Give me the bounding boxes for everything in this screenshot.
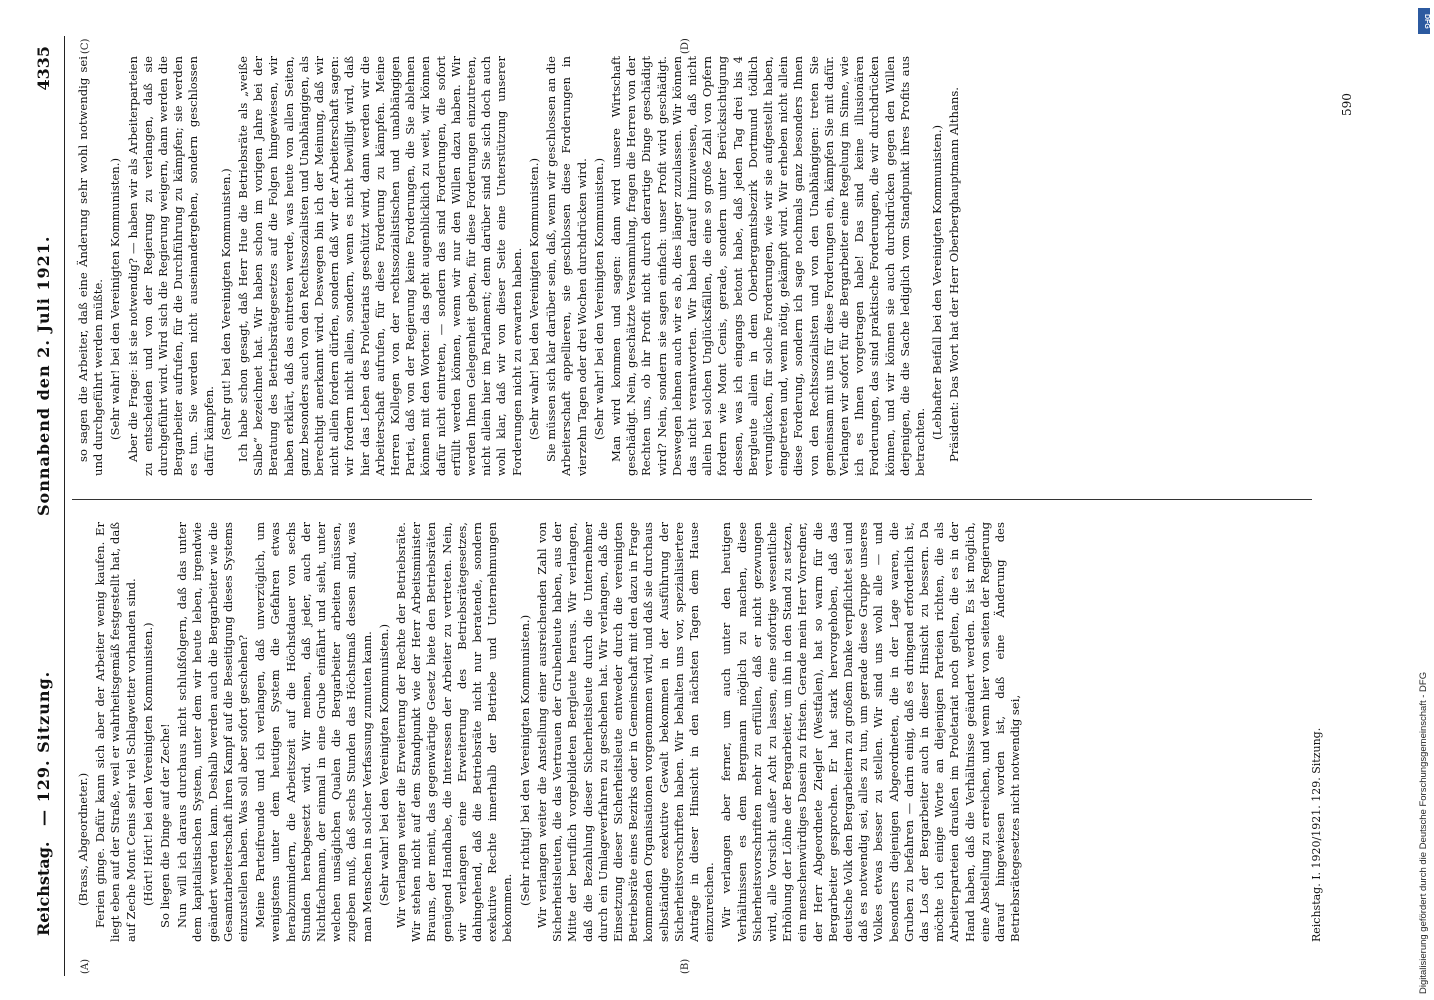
interjection: (Sehr wahr! bei den Vereinigten Kommunisten.) (526, 158, 541, 440)
president-statement: Präsident: Das Wort hat der Herr Oberberghauptmann Althans. (947, 87, 962, 462)
left-column (76, 522, 1296, 942)
header-left: Reichstag. (34, 841, 53, 936)
dfg-funding-text: Digitalisierung gefördert durch die Deutsche Forschungsgemeinschaft - DFG (1418, 671, 1429, 994)
paragraph: so sagen die Arbeiter, daß eine Änderung sehr wohl notwendig sei und durchgeführt werden müßte. (76, 56, 106, 476)
header-center: — 129. Sitzung. (34, 670, 53, 826)
paragraph: (Brass, Abgeordneter.) (76, 772, 90, 906)
paragraph: Sie müssen sich klar darüber sein, daß, wenn wir geschlossen an die Arbeiterschaft appellieren, sie geschlossen diese Forderungen in vierzehn Tagen oder drei Wochen durchdrücken wird. (544, 56, 589, 476)
interjection: (Sehr wahr! bei den Vereinigten Kommunisten.) (591, 158, 606, 440)
page-header (20, 36, 65, 976)
page-number: 4335 (34, 46, 53, 91)
paragraph: Wir verlangen aber ferner, um auch unter den heutigen Verhältnissen es dem Bergmann möglich zu machen, diese Sicherheitsvorschriften mehr zu erfüllen, daß er nicht gezwungen wird, alle Vorsicht außer Acht zu lassen, eine sofortige wesentliche Erhöhung der Löhne der Bergarbeiter, um ihn in den Stand zu setzen, ein menschenwürdiges Dasein zu fristen. Gerade mein Herr Vorredner, der Herr Abgeordnete Ziegler (Westfalen), hat so warm für die Bergarbeiter gesprochen. Er hat stark hervorgehoben, daß das deutsche Volk den Bergarbeitern zu großem Danke verpflichtet sei und daß es notwendig sei, alles zu tun, um gerade diese Gruppe unseres Volkes etwas besser zu stellen. Wir sind uns wohl alle — und besonders diejenigen Abgeordneten, die in der Lage waren, die Gruben zu befahren — darin einig, daß es dringend erforderlich ist, das Los der Bergarbeiter auch in dieser Hinsicht zu bessern. Da möchte ich einige Worte an diejenigen Parteien richten, die als Arbeiterparteien draußen im Proletariat noch gelten, die es in der Hand haben, daß die Verhältnisse geändert werden. Es ist möglich, eine Abstellung zu erreichen, und wenn hier von seiten der Regierung darauf hingewiesen worden ist, daß eine Änderung des Betriebsrätegesetzes nicht notwendig sei, (719, 522, 1023, 942)
interjection: (Lebhafter Beifall bei den Vereinigten Kommunisten.) (930, 124, 945, 440)
right-column (76, 56, 1296, 476)
interjection: (Hört! Hört! bei den Vereinigten Kommunisten.) (140, 622, 155, 906)
paragraph: Meine Parteifreunde und ich verlangen, daß unverzüglich, um wenigstens unter dem heutigen System die Gefahren etwas herabzumindern, die Arbeitszeit auf die Höchstdauer von sechs Stunden herabgesetzt wird. Wir meinen, daß jeder, auch der Nichtfachmann, der einmal in eine Grube einfährt und sieht, unter welchen unsäglichen Qualen die Bergarbeiter arbeiten müssen, zugeben muß, daß sechs Stunden das Höchstmaß dessen sind, was man Menschen in solcher Verfassung zumuten kann. (253, 522, 374, 942)
margin-mark-c: (C) (80, 38, 91, 54)
column-divider (72, 499, 1312, 500)
interjection: (Sehr wahr! bei den Vereinigten Kommunisten.) (376, 624, 391, 906)
header-right: Sonnabend den 2. Juli 1921. (34, 235, 53, 516)
interjection: (Sehr richtig! bei den Vereinigten Kommunisten.) (517, 614, 532, 906)
interjection: (Sehr wahr! bei den Vereinigten Kommunisten.) (108, 158, 123, 440)
paragraph: Wir verlangen weiter die Erweiterung der Rechte der Betriebsräte. Wir stehen nicht auf dem Standpunkt wie der Herr Arbeitsminister Brauns, der meint, das gegenwärtige Gesetz biete den Betriebsräten genügend Handhabe, die Interessen der Arbeiter zu vertreten. Nein, wir verlangen eine Erweiterung des Betriebsrätegesetzes, dahingehend, daß die Betriebsräte nicht nur beratende, sondern exekutive Rechte innerhalb der Betriebe und Unternehmungen bekommen. (394, 522, 515, 942)
dfg-side-note (1416, 4, 1432, 994)
paragraph: Wir verlangen weiter die Anstellung einer ausreichenden Zahl von Sicherheitsleuten, die das Vertrauen der Grubenleute haben, aus der Mitte der beruflich vorgebildeten Bergleute heraus. Wir verlangen, daß die Bezahlung dieser Sicherheitsleute durch die Unternehmer durch ein Umlageverfahren zu geschehen hat. Wir verlangen, daß die Einsetzung dieser Sicherheitsleute entweder durch die vereinigten Betriebsräte eines Bezirks oder in Gemeinschaft mit den dazu in Frage kommenden Organisationen vorgenommen wird, und daß sie durchaus selbständige exekutive Gewalt bekommen in der Ausführung der Sicherheitsvorschriften haben. Wir behalten uns vor, spezialisiertere Anträge in dieser Hinsicht in den nächsten Tagen dem Hause einzureichen. (534, 522, 717, 942)
footer-signature: Reichstag. I. 1920/1921. 129. Sitzung. (1310, 727, 1323, 942)
paragraph: Aber die Frage: ist sie notwendig? — haben wir als Arbeiterparteien zu entscheiden und von der Regierung zu verlangen, daß sie durchgeführt wird. Wird sich die Regierung weigern, dann werden die Bergarbeiter aufrufen, für die Durchführung zu kämpfen; sie werden es tun. Sie werden nicht auseinandergehen, sondern geschlossen dafür kämpfen. (125, 56, 216, 476)
paragraph: Ich habe schon gesagt, daß Herr Hue die Betriebsräte als „weiße Salbe“ bezeichnet hat. Wir haben schon im vorigen Jahre bei der Beratung des Betriebsrätegesetzes auf die Folgen hingewiesen, wir haben erklärt, daß das eintreten werde, was heute von allen Seiten, ganz besonders auch von den Rechtssozialisten und Unabhängigen, als berechtigt anerkannt wird. Deswegen bin ich der Meinung, daß wir nicht allein fordern dürfen, sondern daß wir der Arbeiterschaft sagen: wir fordern nicht allein, sondern, wenn es nicht bewilligt wird, daß hier das Leben des Proletariats geschützt wird, dann werden wir die Arbeiterschaft aufrufen, für diese Forderung zu kämpfen. Meine Herren Kollegen von der rechtssozialistischen und unabhängigen Partei, daß von der Regierung keine Forderungen, die Sie ablehnen können mit den Worten: das geht augenblicklich zu weit, wir können dafür nicht eintreten, — sondern das sind Forderungen, die sofort erfüllt werden können, wenn wir nur den Willen dazu haben. Wir werden Ihnen Gelegenheit geben, für diese Forderungen einzutreten, nicht allein hier im Parlament; denn darüber sind Sie sich doch auch wohl klar, daß wir von dieser Seite eine Unterstützung unserer Forderungen nicht zu erwarten haben. (236, 56, 524, 476)
margin-mark-a: (A) (80, 958, 91, 974)
paragraph: Nun will ich daraus durchaus nicht schlußfolgern, daß das unter dem kapitalistischen System, unter dem wir heute leben, irgendwie geändert werden kann. Deshalb werden auch die Bergarbeiter wie die Gesamtarbeiterschaft ihren Kampf auf die Beseitigung dieses Systems einzustellen haben. Was soll aber sofort geschehen? (175, 522, 251, 942)
margin-mark-b: (B) (680, 958, 691, 974)
paragraph: Ferien ginge. Dafür kann sich aber der Arbeiter wenig kaufen. Er liegt eben auf der Straße, weil er wahrheitsgemäß festgestellt hat, daß auf Zeche Mont Cenis sehr viel Schlagwetter vorhanden sind. (93, 522, 138, 942)
paragraph: Man wird kommen und sagen: dann wird unsere Wirtschaft geschädigt. Nein, geschätzte Versammlung, fragen die Herren von der Rechten uns, ob ihr Profit nicht durch derartige Dinge geschädigt wird? Nein, sondern sie sagen einfach: unser Profit wird geschädigt. Deswegen lehnen auch wir es ab, dies länger zuzulassen. Wir können das nicht verantworten. Wir haben darauf hinzuweisen, daß nicht allein bei solchen Unglücksfällen, die eine so große Zahl von Opfern fordern wie Mont Cenis, gerade, sondern unter Berücksichtigung dessen, was ich eingangs betont habe, daß jeden Tag drei bis 4 Bergleute allein in dem Oberbergamtsbezirk Dortmund tödlich verunglücken, für solche Forderungen, wie wir sie aufgestellt haben, eingetreten und, wenn nötig, gekämpft wird. Wir erheben nicht allein diese Forderung, sondern ich sage nochmals ganz besonders Ihnen von den Rechtssozialisten und von den Unabhängigen: treten Sie gemeinsam mit uns für diese Forderungen ein, kämpfen Sie mit dafür. Verlangen wir sofort für die Bergarbeiter eine Regelung im Sinne, wie ich es Ihnen vorgetragen habe! Das sind keine illusionären Forderungen, das sind praktische Forderungen, die wir durchdrücken können, und wir können sie auch durchdrücken gegen den Willen derjenigen, die die Sache lediglich vom Standpunkt ihres Profits aus betrachten. (608, 56, 927, 476)
interjection: (Sehr gut! bei den Vereinigten Kommunisten.) (218, 168, 233, 440)
margin-mark-d: (D) (680, 38, 691, 54)
page-body (20, 36, 1380, 976)
footer-number: 590 (1340, 93, 1354, 116)
dfg-logo: DFG (1418, 8, 1430, 34)
paragraph: So liegen die Dinge auf der Zeche! (158, 723, 173, 928)
